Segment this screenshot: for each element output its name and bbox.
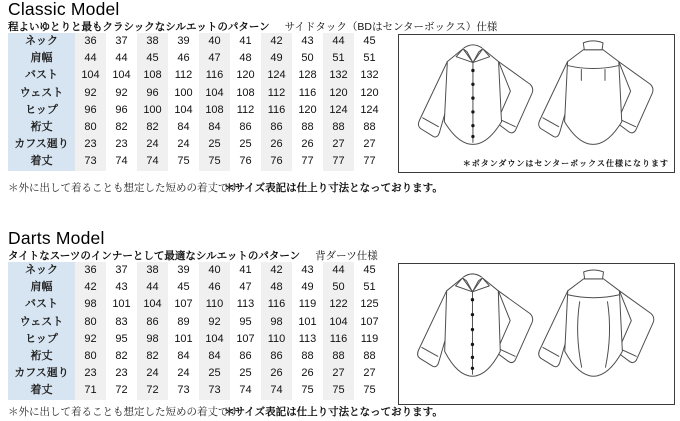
size-cell: 96 (115, 103, 128, 116)
row-label: 裄丈 (8, 348, 75, 365)
size-cell: 48 (261, 279, 292, 296)
size-cell: 98 (137, 331, 168, 348)
table-row (8, 348, 385, 365)
size-cell: 86 (261, 119, 292, 136)
size-cell: 43 (115, 281, 128, 294)
size-cell: 80 (75, 314, 106, 331)
size-cell: 89 (177, 315, 190, 328)
size-cell: 101 (298, 315, 317, 328)
size-cell: 104 (199, 85, 230, 102)
size-table-darts (8, 262, 385, 400)
shirt-back-illustration (539, 41, 653, 144)
size-cell: 84 (199, 119, 230, 136)
silhouette-description: 程よいゆとりと最もクラシックなシルエットのパターン (8, 21, 270, 33)
size-cell: 82 (137, 119, 168, 136)
size-cell: 96 (75, 102, 106, 119)
shirt-illustration-box-darts (398, 263, 675, 405)
table-row (8, 67, 385, 84)
size-cell: 38 (137, 33, 168, 50)
table-row (8, 262, 385, 279)
size-cell: 27 (363, 367, 376, 380)
shirt-back-illustration (539, 270, 654, 376)
row-label: 裄丈 (8, 119, 75, 136)
size-cell: 73 (177, 384, 190, 397)
size-cell: 116 (298, 86, 317, 99)
size-cell: 75 (199, 153, 230, 170)
size-cell: 72 (115, 384, 128, 397)
size-cell: 107 (360, 315, 379, 328)
size-cell: 125 (360, 298, 379, 311)
subhead-row (8, 248, 378, 263)
size-cell: 107 (174, 298, 193, 311)
size-cell: 124 (323, 102, 354, 119)
size-cell: 116 (199, 67, 230, 84)
row-label: カフス廻り (8, 136, 75, 153)
size-cell: 46 (199, 279, 230, 296)
size-cell: 104 (323, 314, 354, 331)
size-cell: 45 (137, 50, 168, 67)
size-cell: 88 (363, 350, 376, 363)
size-cell: 43 (301, 35, 314, 48)
size-cell: 45 (177, 281, 190, 294)
size-cell: 108 (236, 86, 255, 99)
size-cell: 86 (239, 121, 252, 134)
size-cell: 100 (174, 86, 193, 99)
section-title: Classic Model (8, 0, 120, 19)
size-cell: 75 (301, 384, 314, 397)
size-cell: 80 (75, 119, 106, 136)
size-cell: 72 (137, 382, 168, 399)
size-cell: 92 (115, 86, 128, 99)
size-cell: 23 (115, 138, 128, 151)
table-row (8, 331, 385, 348)
size-cell: 43 (301, 264, 314, 277)
row-label: ヒップ (8, 331, 75, 348)
size-cell: 74 (239, 384, 252, 397)
size-cell: 110 (261, 331, 292, 348)
size-cell: 23 (75, 136, 106, 153)
size-cell: 128 (298, 69, 317, 82)
size-cell: 27 (323, 365, 354, 382)
size-cell: 51 (363, 281, 376, 294)
size-cell: 86 (137, 314, 168, 331)
size-cell: 41 (239, 35, 252, 48)
section-darts-model (0, 229, 680, 421)
size-cell: 104 (112, 69, 131, 82)
table-row (8, 296, 385, 313)
size-cell: 112 (174, 69, 193, 82)
size-cell: 108 (137, 67, 168, 84)
size-cell: 49 (301, 281, 314, 294)
size-cell: 26 (261, 136, 292, 153)
size-cell: 25 (239, 138, 252, 151)
size-cell: 23 (115, 367, 128, 380)
size-cell: 44 (323, 33, 354, 50)
size-cell: 112 (236, 103, 255, 116)
size-cell: 25 (239, 367, 252, 380)
size-cell: 37 (115, 264, 128, 277)
size-cell: 101 (174, 332, 193, 345)
size-cell: 73 (75, 153, 106, 170)
size-cell: 42 (261, 262, 292, 279)
size-cell: 112 (261, 85, 292, 102)
size-cell: 27 (363, 138, 376, 151)
size-cell: 73 (199, 382, 230, 399)
size-cell: 88 (323, 348, 354, 365)
size-cell: 41 (239, 264, 252, 277)
size-cell: 98 (75, 296, 106, 313)
size-cell: 51 (363, 52, 376, 65)
size-cell: 119 (298, 298, 317, 311)
size-cell: 82 (115, 350, 128, 363)
short-length-footnote: ＊外に出して着ることも想定した短めの着丈です (8, 406, 239, 418)
size-cell: 42 (261, 33, 292, 50)
finished-size-footnote: ＊サイズ表記は仕上り寸法となっております。 (224, 182, 443, 194)
size-cell: 132 (360, 69, 379, 82)
size-cell: 37 (115, 35, 128, 48)
size-cell: 100 (137, 102, 168, 119)
size-cell: 116 (323, 331, 354, 348)
size-cell: 38 (137, 262, 168, 279)
size-table-classic (8, 33, 385, 171)
size-cell: 47 (239, 281, 252, 294)
size-cell: 44 (137, 279, 168, 296)
size-cell: 76 (261, 153, 292, 170)
size-cell: 120 (236, 69, 255, 82)
size-cell: 49 (261, 50, 292, 67)
size-cell: 132 (323, 67, 354, 84)
size-cell: 74 (137, 153, 168, 170)
size-cell: 45 (363, 264, 376, 277)
size-cell: 26 (301, 367, 314, 380)
size-cell: 39 (177, 35, 190, 48)
size-cell: 25 (199, 365, 230, 382)
shirt-illustration-box-classic (398, 34, 675, 173)
size-cell: 101 (112, 298, 131, 311)
size-cell: 116 (261, 296, 292, 313)
subhead-row (8, 19, 497, 34)
shirt-front-illustration (418, 45, 532, 145)
row-label: 肩幅 (8, 279, 75, 296)
size-cell: 88 (301, 350, 314, 363)
table-row (8, 85, 385, 102)
size-cell: 77 (323, 153, 354, 170)
size-cell: 120 (360, 86, 379, 99)
size-cell: 48 (239, 52, 252, 65)
size-cell: 74 (115, 155, 128, 168)
size-cell: 26 (261, 365, 292, 382)
shirt-front-illustration (418, 274, 533, 376)
size-cell: 71 (75, 382, 106, 399)
size-cell: 82 (137, 348, 168, 365)
size-cell: 50 (301, 52, 314, 65)
size-cell: 24 (177, 367, 190, 380)
size-cell: 92 (75, 85, 106, 102)
row-label: バスト (8, 67, 75, 84)
size-cell: 40 (199, 33, 230, 50)
size-cell: 74 (261, 382, 292, 399)
size-cell: 88 (323, 119, 354, 136)
row-label: バスト (8, 296, 75, 313)
size-cell: 24 (177, 138, 190, 151)
size-cell: 84 (177, 121, 190, 134)
size-cell: 44 (323, 262, 354, 279)
size-cell: 122 (323, 296, 354, 313)
size-cell: 47 (199, 50, 230, 67)
short-length-footnote: ＊外に出して着ることも想定した短めの着丈です (8, 182, 239, 194)
size-cell: 88 (363, 121, 376, 134)
size-cell: 84 (177, 350, 190, 363)
size-cell: 44 (115, 52, 128, 65)
row-label: ウェスト (8, 85, 75, 102)
size-cell: 82 (115, 121, 128, 134)
size-cell: 42 (75, 279, 106, 296)
size-cell: 77 (301, 155, 314, 168)
back-spec-note: サイドタック（BDはセンターボックス）仕様 (284, 21, 498, 33)
size-cell: 84 (199, 348, 230, 365)
size-cell: 36 (75, 33, 106, 50)
size-cell: 119 (360, 332, 379, 345)
size-cell: 120 (323, 85, 354, 102)
size-cell: 44 (75, 50, 106, 67)
size-cell: 23 (75, 365, 106, 382)
table-row (8, 33, 385, 50)
size-cell: 116 (261, 102, 292, 119)
size-cell: 96 (137, 85, 168, 102)
row-label: ウェスト (8, 314, 75, 331)
size-cell: 80 (75, 348, 106, 365)
shirt-illustration-darts (399, 264, 674, 404)
size-cell: 104 (137, 296, 168, 313)
size-cell: 124 (360, 103, 379, 116)
size-cell: 45 (363, 35, 376, 48)
size-cell: 86 (261, 348, 292, 365)
size-cell: 27 (323, 136, 354, 153)
button-down-note: ＊ボタンダウンはセンターボックス仕様になります (462, 159, 669, 168)
row-label: 肩幅 (8, 50, 75, 67)
shirt-illustration-classic (399, 35, 674, 172)
size-cell: 39 (177, 264, 190, 277)
back-spec-note: 背ダーツ仕様 (315, 250, 378, 262)
size-cell: 110 (199, 296, 230, 313)
row-label: ネック (8, 33, 75, 50)
size-cell: 98 (261, 314, 292, 331)
row-label: 着丈 (8, 153, 75, 170)
size-cell: 92 (199, 314, 230, 331)
table-row (8, 50, 385, 67)
size-cell: 25 (199, 136, 230, 153)
size-cell: 26 (301, 138, 314, 151)
size-cell: 108 (199, 102, 230, 119)
size-cell: 46 (177, 52, 190, 65)
size-cell: 113 (298, 332, 317, 345)
size-cell: 104 (174, 103, 193, 116)
size-cell: 40 (199, 262, 230, 279)
size-cell: 83 (115, 315, 128, 328)
size-cell: 75 (323, 382, 354, 399)
table-row (8, 279, 385, 296)
size-cell: 77 (363, 155, 376, 168)
table-row (8, 136, 385, 153)
size-cell: 92 (75, 331, 106, 348)
row-label: ヒップ (8, 102, 75, 119)
size-cell: 51 (323, 50, 354, 67)
size-cell: 86 (239, 350, 252, 363)
size-cell: 124 (261, 67, 292, 84)
table-row (8, 102, 385, 119)
table-row (8, 365, 385, 382)
table-row (8, 153, 385, 170)
size-cell: 24 (137, 136, 168, 153)
table-row (8, 314, 385, 331)
row-label: ネック (8, 262, 75, 279)
size-cell: 24 (137, 365, 168, 382)
finished-size-footnote: ＊サイズ表記は仕上り寸法となっております。 (224, 406, 443, 418)
size-cell: 75 (177, 155, 190, 168)
size-cell: 107 (236, 332, 255, 345)
row-label: 着丈 (8, 382, 75, 399)
size-cell: 76 (239, 155, 252, 168)
size-cell: 95 (239, 315, 252, 328)
silhouette-description: タイトなスーツのインナーとして最適なシルエットのパターン (8, 250, 301, 262)
size-cell: 75 (363, 384, 376, 397)
row-label: カフス廻り (8, 365, 75, 382)
table-row (8, 119, 385, 136)
section-title: Darts Model (8, 228, 105, 248)
table-row (8, 382, 385, 399)
size-cell: 88 (301, 121, 314, 134)
size-cell: 104 (75, 67, 106, 84)
size-cell: 113 (236, 298, 255, 311)
size-cell: 36 (75, 262, 106, 279)
size-cell: 120 (298, 103, 317, 116)
size-cell: 95 (115, 332, 128, 345)
size-cell: 50 (323, 279, 354, 296)
size-cell: 104 (199, 331, 230, 348)
